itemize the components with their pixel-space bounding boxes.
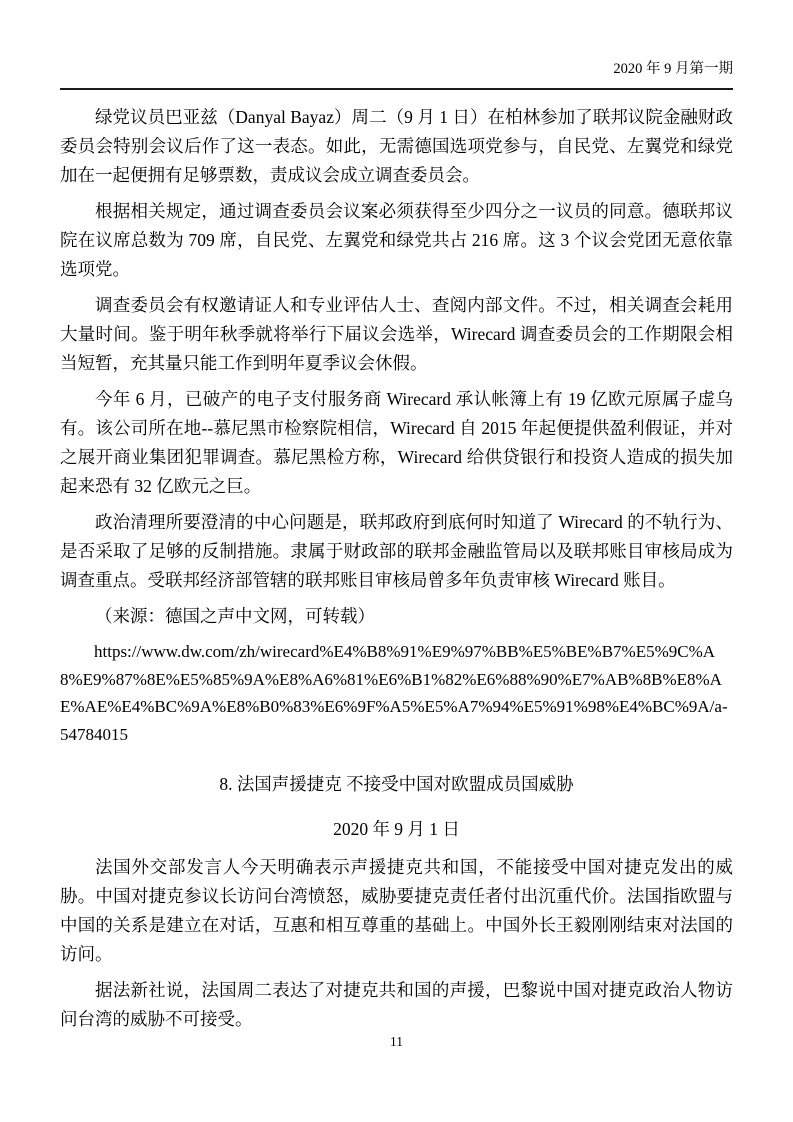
article-url: https://www.dw.com/zh/wirecard%E4%B8%91%E9%97%BB%E5%BE%B7%E5%9C%A8%E9%87%8E%E5%85%9A%E8%A6%81%E6%B1%82%E6%88%90%E7%AB%8B%E8%AE%AE%E4%BC%9A%E8%B0%83%E6%9F%A5%E5%A7%94%E5%91%98%E4%BC%9A/a-54784015 xyxy=(60,642,728,744)
body-paragraph: 根据相关规定，通过调查委员会议案必须获得至少四分之一议员的同意。德联邦议院在议席总数为 709 席，自民党、左翼党和绿党共占 216 席。这 3 个议会党团无意依靠选项党。 xyxy=(60,201,733,279)
body-paragraph: 据法新社说，法国周二表达了对捷克共和国的声援，巴黎说中国对捷克政治人物访问台湾的威胁不可接受。 xyxy=(60,980,733,1029)
section-heading: 8. 法国声援捷克 不接受中国对欧盟成员国威胁 xyxy=(219,774,574,794)
section-date: 2020 年 9 月 1 日 xyxy=(333,819,460,839)
body-paragraph: 绿党议员巴亚兹（Danyal Bayaz）周二（9 月 1 日）在柏林参加了联邦议院金融财政委员会特别会议后作了这一表态。如此，无需德国选项党参与，自民党、左翼党和绿党加在一起便拥有足够票数，责成议会成立调查委员会。 xyxy=(60,107,733,185)
source-note: （来源：德国之声中文网，可转载） xyxy=(95,606,375,626)
body-paragraph: 调查委员会有权邀请证人和专业评估人士、查阅内部文件。不过，相关调查会耗用大量时间。鉴于明年秋季就将举行下届议会选举，Wirecard 调查委员会的工作期限会相当短暂，充其量只能工作到明年夏季议会休假。 xyxy=(60,295,733,373)
page-number: 11 xyxy=(390,1034,403,1049)
body-paragraph: 今年 6 月，已破产的电子支付服务商 Wirecard 承认帐簿上有 19 亿欧元原属子虚乌有。该公司所在地--慕尼黑市检察院相信，Wirecard 自 2015 年起便提供盈利假证，并对之展开商业集团犯罪调查。慕尼黑检方称，Wirecard 给供贷银行和投资人造成的损失加起来恐有 32 亿欧元之巨。 xyxy=(60,389,733,496)
body-paragraph: 法国外交部发言人今天明确表示声援捷克共和国，不能接受中国对捷克发出的威胁。中国对捷克参议长访问台湾愤怒，威胁要捷克责任者付出沉重代价。法国指欧盟与中国的关系是建立在对话，互惠和相互尊重的基础上。中国外长王毅刚刚结束对法国的访问。 xyxy=(60,857,733,964)
body-paragraph: 政治清理所要澄清的中心问题是，联邦政府到底何时知道了 Wirecard 的不轨行为、是否采取了足够的反制措施。隶属于财政部的联邦金融监管局以及联邦账目审核局成为调查重点。受联邦经济部管辖的联邦账目审核局曾多年负责审核 Wirecard 账目。 xyxy=(60,512,733,590)
page-header-issue-label: 2020 年 9 月第一期 xyxy=(60,60,733,90)
